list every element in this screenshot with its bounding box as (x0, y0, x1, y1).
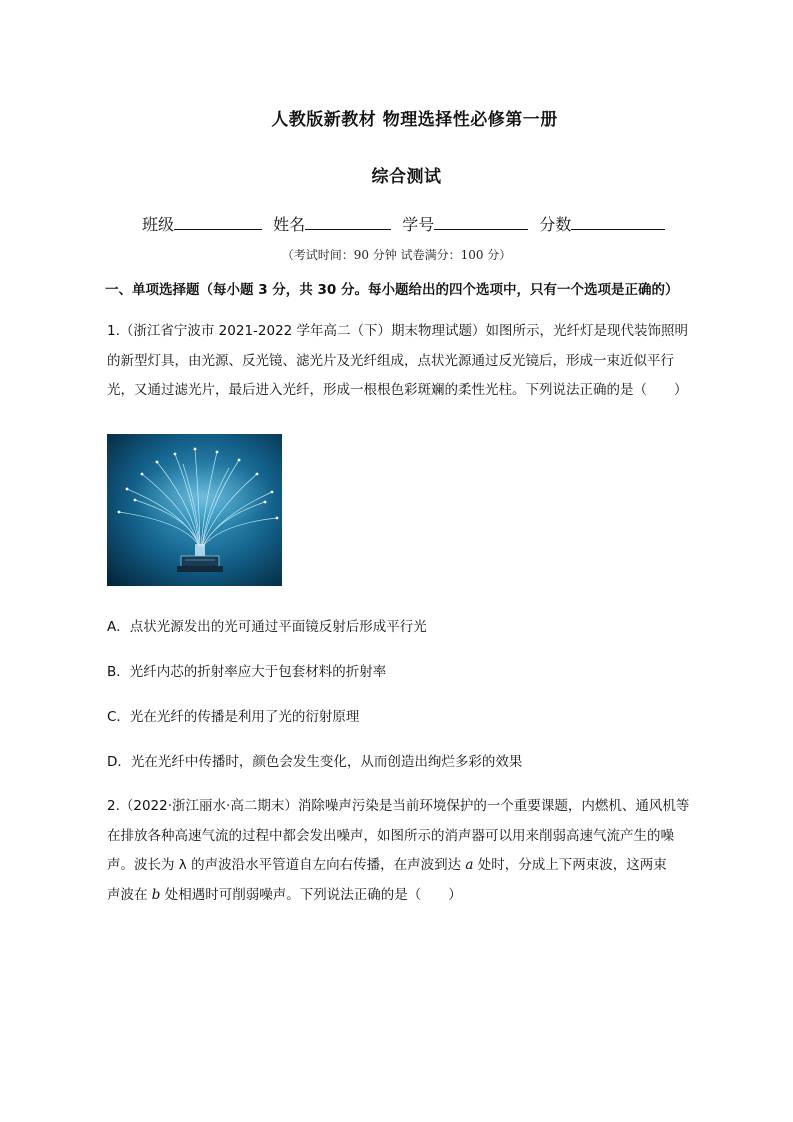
name-blank (305, 213, 391, 230)
question-2-line: 2.（2022·浙江丽水·高二期末）消除噪声污染是当前环境保护的一个重要课题，内燃机、通风机等 (107, 798, 690, 814)
class-blank (174, 213, 262, 230)
name-label: 姓名 (273, 215, 306, 234)
question-2-line (107, 851, 697, 881)
fiber-optic-lamp-image (107, 434, 282, 586)
question-1-option-c: C．光在光纤的传播是利用了光的衍射原理 (107, 709, 360, 725)
question-2-text: 处相遇时可削弱噪声。下列说法正确的是（ ） (160, 886, 462, 903)
point-b-variable: b (151, 886, 161, 903)
question-2-line: 在排放各种高速气流的过程中都会发出噪声，如图所示的消声器可以用来削弱高速气流产生的噪 (107, 827, 674, 844)
question-2-text: 处时，分成上下两束波，这两束 (473, 857, 667, 873)
question-1-option-d: D．光在光纤中传播时，颜色会发生变化，从而创造出绚烂多彩的效果 (107, 754, 523, 770)
class-label: 班级 (142, 215, 175, 234)
score-blank (571, 213, 665, 230)
exam-info: （考试时间：90 分钟 试卷满分：100 分） (281, 248, 512, 262)
document-title: 人教版新教材 物理选择性必修第一册 (271, 110, 558, 130)
section-heading: 一、单项选择题（每小题 3 分，共 30 分。每小题给出的四个选项中，只有一个选项是正确的） (105, 282, 679, 298)
point-a-variable: a (465, 857, 474, 873)
student-info-fields (142, 212, 671, 235)
question-1-option-a: A．点状光源发出的光可通过平面镜反射后形成平行光 (107, 619, 427, 635)
question-1-option-b: B．光纤内芯的折射率应大于包套材料的折射率 (107, 664, 387, 680)
question-2-text: 声。波长为 λ 的声波沿水平管道自左向右传播，在声波到达 (107, 857, 466, 873)
question-1-line: 1.（浙江省宁波市 2021-2022 学年高二（下）期末物理试题）如图所示，光纤灯是现代装饰照明 (107, 323, 689, 339)
score-label: 分数 (539, 215, 572, 234)
question-1-line: 的新型灯具，由光源、反光镜、滤光片及光纤组成，点状光源通过反光镜后，形成一束近似平行 (107, 352, 674, 369)
id-blank (434, 213, 528, 230)
question-2-stem (107, 792, 697, 910)
question-2-text: 声波在 (107, 886, 152, 903)
question-2-line (107, 881, 697, 911)
id-label: 学号 (402, 215, 435, 234)
document-subtitle: 综合测试 (371, 167, 442, 187)
question-1-stem (107, 317, 697, 406)
question-1-line: 光，又通过滤光片，最后进入光纤，形成一根根色彩斑斓的柔性光柱。下列说法正确的是（ ） (107, 382, 688, 398)
